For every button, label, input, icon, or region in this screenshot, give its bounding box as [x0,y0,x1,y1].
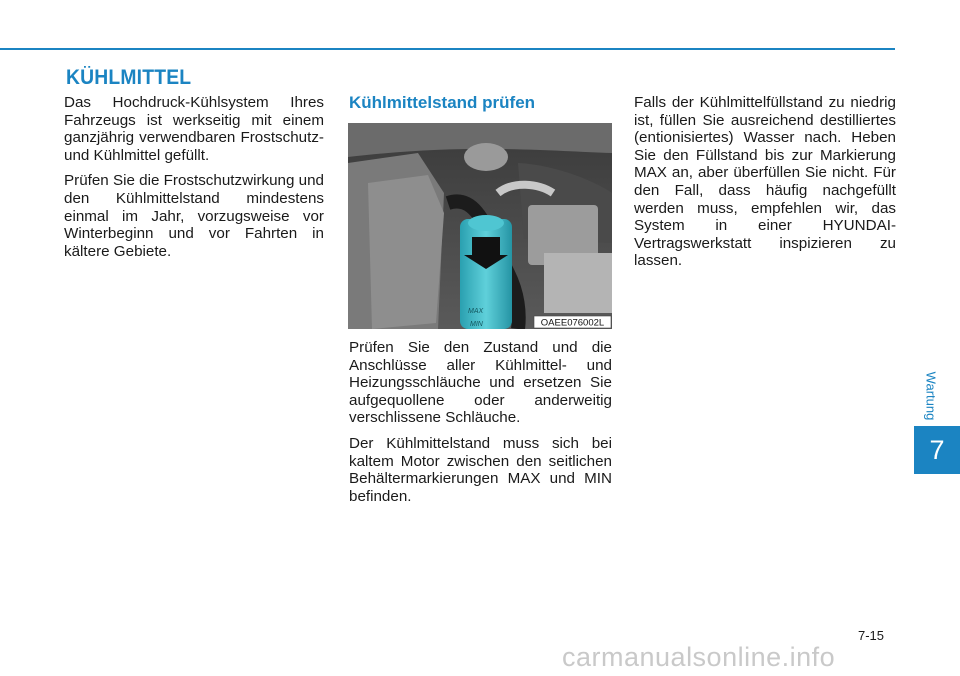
paragraph: Prüfen Sie den Zustand und die Anschlüsse aller Kühlmittel- und Heizungsschläuche und ersetzen Sie aufgequollene oder anderweitig verschlissene Schläuche. [349,339,612,427]
page-number: 7-15 [858,628,885,643]
tank-min-label: MIN [470,321,483,328]
paragraph: Falls der Kühlmittelfüllstand zu niedrig ist, füllen Sie ausreichend destilliertes (entionisiertes) Wasser nach. Heben Sie den Füllstand bis zur Markierung MAX an, aber überfüllen Sie nicht. Für den Fall, dass häufig nachgefüllt werden muss, empfehlen wir, das System in einer HYUNDAI-Vertragswerkstatt inspizieren zu lassen. [634,94,896,270]
subsection-heading: Kühlmittelstand prüfen [349,93,536,112]
tank-max-label: MAX [468,308,484,315]
section-title: KÜHLMITTEL [66,66,192,89]
watermark: carmanualsonline.info [562,642,836,672]
engine-bay-photo [348,123,612,329]
column-check [349,339,612,513]
paragraph: Prüfen Sie die Frostschutzwirkung und den Kühlmittelstand mindestens einmal im Jahr, vorzugsweise vor Winterbeginn und vor Fahrten in kältere Gebiete. [64,172,325,260]
paragraph: Der Kühlmittelstand muss sich bei kaltem Motor zwischen den seitlichen Behältermarkierungen MAX und MIN befinden. [349,434,612,505]
chapter-number-tab: 7 [914,426,960,474]
header-rule [0,48,895,50]
column-intro [64,94,324,268]
column-refill [634,94,896,278]
paragraph: Das Hochdruck-Kühlsystem Ihres Fahrzeugs ist werkseitig mit einem ganzjährig verwendbaren Frostschutz- und Kühlmittel gefüllt. [64,94,324,164]
figure-code: OAEE076002L [540,317,605,329]
chapter-tab-label: Wartung [923,371,939,421]
